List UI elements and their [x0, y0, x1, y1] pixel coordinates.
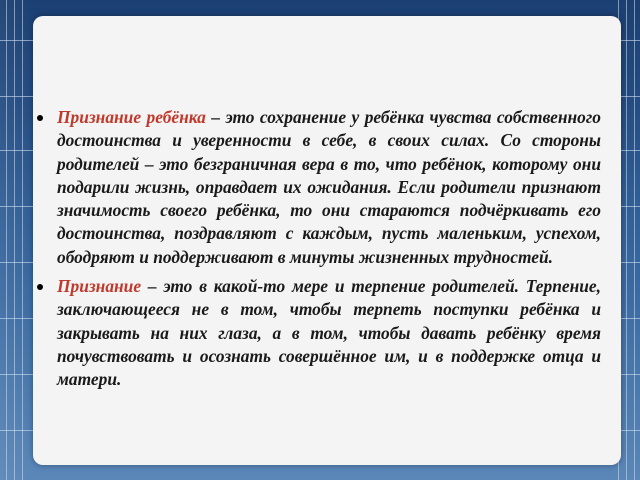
decor-tick-line	[0, 430, 34, 431]
decor-grid-line	[634, 0, 635, 480]
decor-tick-line	[0, 318, 34, 319]
decor-grid-line	[6, 0, 7, 480]
bullet-list	[33, 106, 621, 398]
bullet-dot-icon	[37, 284, 43, 290]
decor-grid-line	[22, 0, 23, 480]
decor-tick-line	[0, 262, 34, 263]
bullet-text: – это сохранение у ребёнка чувства собственного достоинства и уверенности в себе, в своих силах. Со стороны родителей – это безграничная вера в то, что ребёнок, которому они подарили жизнь, оправдает их ожидания. Если родители признают значимость своего ребёнка, то они стараются подчёркивать его достоинства, поздравляют с каждым, пусть маленьким, успехом, ободряют и поддерживают в минуты жизненных трудностей.	[57, 107, 601, 267]
decor-tick-line	[0, 150, 34, 151]
decor-grid-line	[626, 0, 627, 480]
bullet-term: Признание	[57, 276, 142, 297]
bullet-term: Признание ребёнка	[57, 107, 206, 127]
bullet-item	[33, 275, 621, 391]
bullet-text: – это в какой-то мере и терпение родителей. Терпение, заключающееся не в том, чтобы терпеть поступки ребёнка и закрывать на них глаза, а в том, чтобы давать ребёнку время почувствовать и осознать совершённое им, и в поддержке отца и матери.	[57, 276, 601, 390]
decor-tick-line	[0, 40, 34, 41]
decor-tick-line	[0, 374, 34, 375]
decor-grid-line	[14, 0, 15, 480]
slide-content-card	[33, 16, 621, 465]
bullet-item	[33, 106, 621, 269]
bullet-dot-icon	[37, 115, 43, 121]
decor-tick-line	[0, 96, 34, 97]
decor-tick-line	[0, 206, 34, 207]
